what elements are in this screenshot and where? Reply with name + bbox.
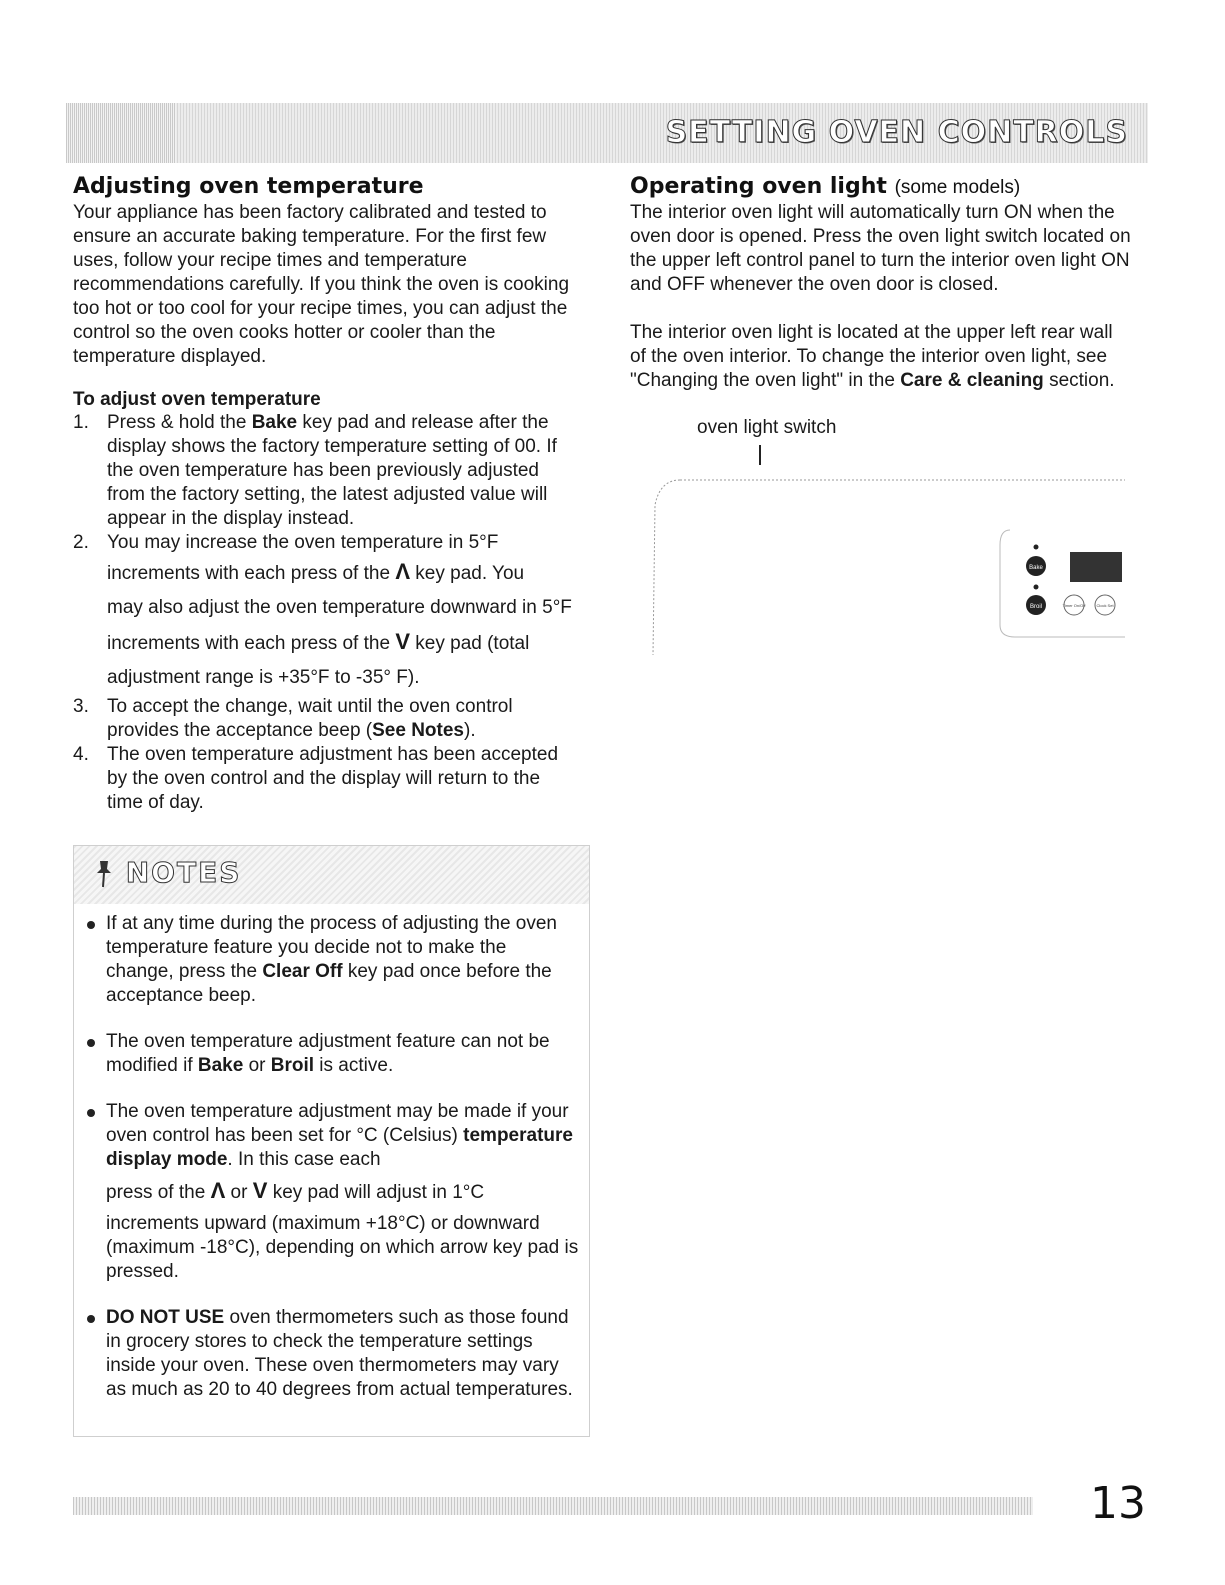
para-line: The interior oven light is located at the upper left rear wall <box>630 322 1113 343</box>
step-line: increments with each press of the <box>107 563 391 584</box>
pushpin-icon <box>94 859 114 889</box>
para-line: The interior oven light will automatically turn ON when the <box>630 202 1115 223</box>
step-line: the oven temperature has been previously adjusted <box>107 460 539 481</box>
note-text: The oven temperature adjustment feature can not be modified if <box>106 1031 550 1076</box>
note-text: . In this case each <box>227 1149 381 1170</box>
note-bold: DO NOT USE <box>106 1307 225 1328</box>
note-text: or <box>243 1055 271 1076</box>
oven-light-heading-text: Operating oven light <box>630 174 887 199</box>
step-text: key pad and release after the <box>297 412 549 433</box>
intro-line: ensure an accurate baking temperature. For the first few <box>73 226 547 247</box>
note-bold: temperature display mode <box>106 1125 573 1170</box>
para-line: oven door is opened. Press the oven light switch located on <box>630 226 1131 247</box>
down-arrow-icon: V <box>252 1178 268 1203</box>
step-item <box>73 695 593 743</box>
steps-list <box>73 411 593 815</box>
control-area-outline <box>1000 530 1125 637</box>
notes-list <box>74 904 589 1402</box>
oven-light-heading <box>630 174 1160 199</box>
notes-title-text: NOTES <box>125 856 242 889</box>
note-item <box>84 912 579 1008</box>
para-line: the upper left control panel to turn the interior oven light ON <box>630 250 1130 271</box>
step-number: 2. <box>73 532 89 553</box>
step-item <box>73 411 593 531</box>
clock-label: Clock Set <box>1096 603 1114 608</box>
note-item <box>84 1030 579 1078</box>
step-bold: Bake <box>251 412 298 433</box>
note-text: is active. <box>314 1055 394 1076</box>
note-bold: Clear Off <box>262 961 343 982</box>
step-line: key pad. You <box>415 563 525 584</box>
bullet-icon <box>87 1315 95 1323</box>
up-arrow-icon: Λ <box>395 559 410 584</box>
bake-label: Bake <box>1029 565 1043 571</box>
display-window <box>1070 552 1122 582</box>
note-text: press of the <box>106 1182 206 1203</box>
timer-label: Timer On/Off <box>1062 603 1086 608</box>
oven-light-para1 <box>630 201 1160 297</box>
note-item <box>84 1306 579 1402</box>
left-column <box>73 174 593 815</box>
intro-line: too hot or too cool for your recipe times, you can adjust the <box>73 298 568 319</box>
step-line: To accept the change, wait until the oven control <box>107 696 513 717</box>
intro-line: temperature displayed. <box>73 346 267 367</box>
step-line: adjustment range is +35°F to -35° F). <box>107 667 420 688</box>
panel-outline-left <box>653 480 680 655</box>
heading-suffix: (some models) <box>894 177 1021 198</box>
note-item <box>84 1100 579 1284</box>
step-line: The oven temperature adjustment has been accepted <box>107 744 559 765</box>
step-item <box>73 531 593 695</box>
note-text: increments upward (maximum +18°C) or downward (maximum -18°C), depending on which arrow key pad is pressed. <box>106 1213 579 1282</box>
header-band-left-shade <box>66 103 176 163</box>
para-line: "Changing the oven light" in the <box>630 370 901 391</box>
bullet-icon <box>87 921 95 929</box>
oven-light-para2 <box>630 321 1160 393</box>
intro-line: control so the oven cooks hotter or cooler than the <box>73 322 496 343</box>
step-line: from the factory setting, the latest adjusted value will <box>107 484 548 505</box>
step-number: 1. <box>73 412 89 433</box>
subheading: To adjust oven temperature <box>73 389 321 410</box>
step-line: provides the acceptance beep ( <box>107 720 373 741</box>
bullet-icon <box>87 1039 95 1047</box>
step-line: appear in the display instead. <box>107 508 355 529</box>
note-text: The oven temperature adjustment may be made if your oven control has been set for °C (Celsius) <box>106 1101 569 1146</box>
section-title: SETTING OVEN CONTROLS <box>665 115 1128 150</box>
step-number: 4. <box>73 744 89 765</box>
step-item <box>73 743 593 815</box>
para-line: and OFF whenever the oven door is closed. <box>630 274 999 295</box>
step-number: 3. <box>73 696 89 717</box>
step-line: display shows the factory temperature setting of 00. If <box>107 436 557 457</box>
step-line: You may increase the oven temperature in 5°F <box>107 532 499 553</box>
care-cleaning-text: Care & cleaning <box>900 370 1044 391</box>
note-text: If at any time during the process of adjusting the oven temperature feature you decide not to make the change, press the <box>106 913 557 982</box>
step-text: Press & hold the <box>107 412 252 433</box>
intro-paragraph <box>73 201 593 369</box>
note-text: key pad once before the acceptance beep. <box>106 961 552 1006</box>
control-panel-diagram <box>650 415 1130 655</box>
notes-title <box>94 856 241 889</box>
bullet-icon <box>87 1109 95 1117</box>
para-line: of the oven interior. To change the interior oven light, see <box>630 346 1108 367</box>
para-line: section. <box>1043 370 1115 391</box>
page-number: 13 <box>1090 1478 1146 1529</box>
step-line: time of day. <box>107 792 204 813</box>
header-band <box>66 103 1148 163</box>
control-panel-svg <box>650 415 1130 655</box>
note-text: oven thermometers such as those found in grocery stores to check the temperature settings inside your oven. These oven thermometers may vary as much as 20 to 40 degrees from actual temperatures. <box>106 1307 573 1400</box>
step-line: may also adjust the oven temperature downward in 5°F <box>107 597 572 618</box>
intro-line: recommendations carefully. If you think the oven is cooking <box>73 274 570 295</box>
adjusting-temp-heading: Adjusting oven temperature <box>73 174 424 199</box>
notes-box <box>73 845 590 1437</box>
up-arrow-icon: Λ <box>210 1178 226 1203</box>
note-bold: Bake <box>197 1055 244 1076</box>
intro-line: uses, follow your recipe times and temperature <box>73 250 467 271</box>
footer-band <box>73 1497 1033 1515</box>
step-line: by the oven control and the display will return to the <box>107 768 541 789</box>
broil-label: Broil <box>1029 604 1043 610</box>
down-arrow-icon: V <box>395 629 410 654</box>
note-text: key pad will adjust in 1°C <box>272 1182 485 1203</box>
intro-line: Your appliance has been factory calibrated and tested to <box>73 202 547 223</box>
diagram-caption: oven light switch <box>697 417 837 438</box>
step-line: ). <box>464 720 476 741</box>
notes-header <box>74 846 589 904</box>
note-bold: Broil <box>270 1055 315 1076</box>
step-line: key pad (total <box>415 633 530 654</box>
see-notes-text: See Notes <box>372 720 464 741</box>
note-text: or <box>230 1182 248 1203</box>
step-line: increments with each press of the <box>107 633 391 654</box>
right-column <box>630 174 1160 393</box>
